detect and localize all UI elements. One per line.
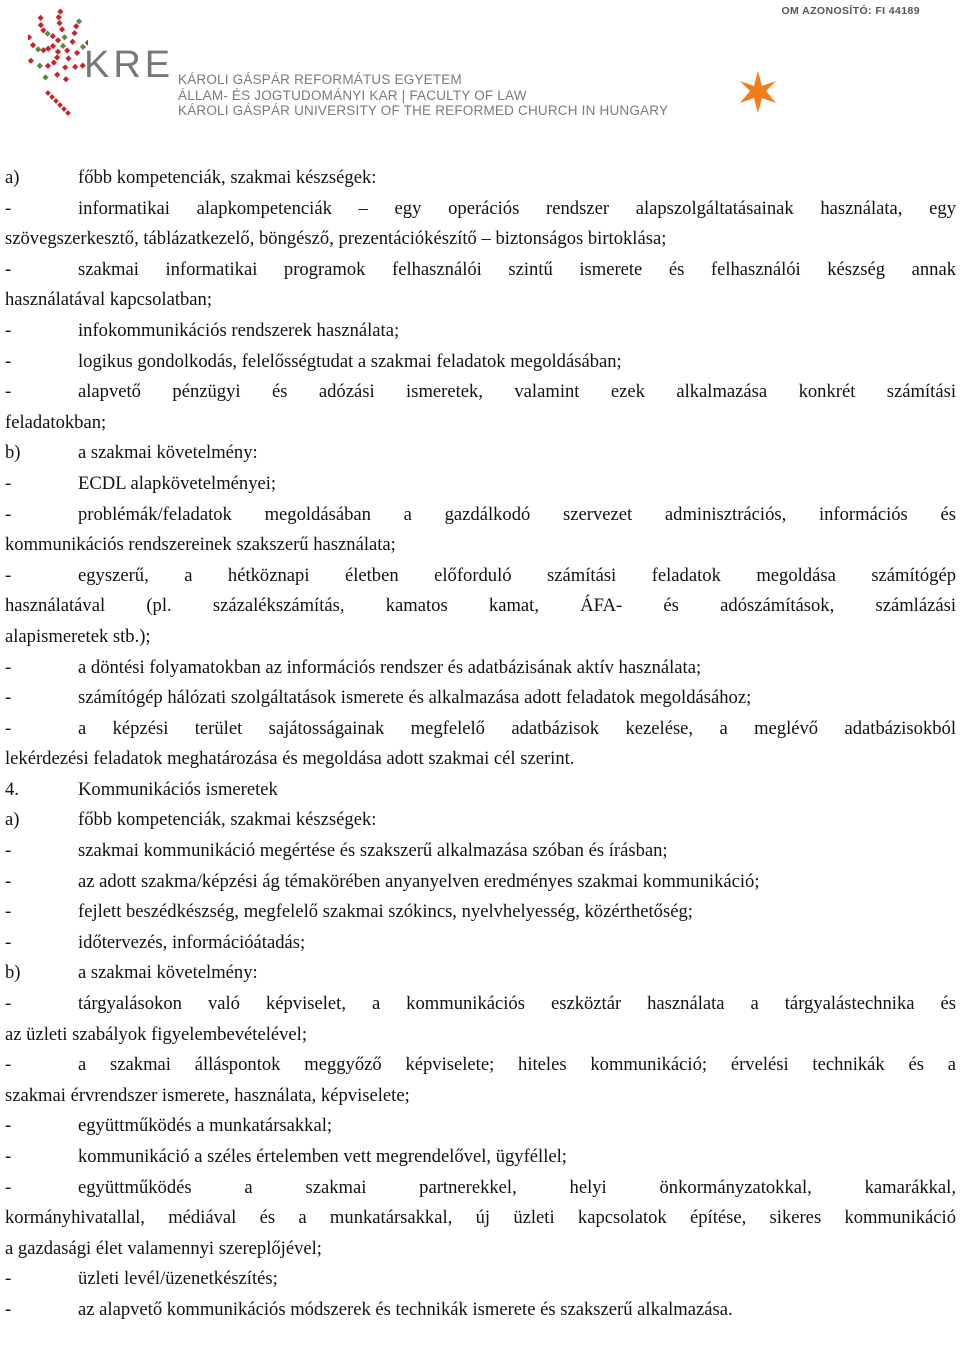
line-text: az alapvető kommunikációs módszerek és technikák ismerete és szakszerű alkalmazása. xyxy=(78,1298,733,1320)
text-line xyxy=(5,622,956,653)
list-marker: - xyxy=(5,870,12,892)
text-line xyxy=(5,500,956,531)
list-marker: b) xyxy=(5,962,21,984)
line-text: az üzleti szabályok figyelembevételével; xyxy=(5,1023,308,1045)
line-text: fejlett beszédkészség, megfelelő szakmai szókincs, nyelvhelyesség, közérthetőség; xyxy=(78,901,693,923)
line-text: szakmai kommunikáció megértése és szakszerű alkalmazása szóban és írásban; xyxy=(78,840,668,862)
list-marker: - xyxy=(5,1298,12,1320)
line-text: együttműködés a munkatársakkal; xyxy=(78,1115,333,1137)
list-marker: - xyxy=(5,1268,12,1290)
list-marker: - xyxy=(5,1146,12,1167)
text-line xyxy=(5,928,956,959)
line-text: a gazdasági élet valamennyi szereplőjével; xyxy=(5,1237,322,1259)
text-line xyxy=(5,285,956,316)
line-text: kommunikációs rendszereinek szakszerű használata; xyxy=(5,534,396,556)
text-line xyxy=(5,836,956,867)
list-marker: - xyxy=(5,656,12,678)
list-marker: - xyxy=(5,931,12,953)
text-line xyxy=(5,530,956,561)
institution-line: ÁLLAM- ÉS JOGTUDOMÁNYI KAR | FACULTY OF LAW xyxy=(178,87,527,103)
line-text: üzleti levél/üzenetkészítés; xyxy=(78,1268,278,1290)
list-marker: a) xyxy=(5,809,20,831)
list-marker: b) xyxy=(5,442,21,464)
line-text: alapvető pénzügyi és adózási ismeretek, valamint ezek alkalmazása konkrét számítási xyxy=(78,381,956,403)
line-text: főbb kompetenciák, szakmai készségek: xyxy=(78,167,377,188)
list-marker: - xyxy=(5,503,12,525)
text-line xyxy=(5,1264,956,1295)
text-line xyxy=(5,958,956,989)
institution-name xyxy=(178,72,668,119)
line-text: időtervezés, információátadás; xyxy=(78,931,306,953)
text-line xyxy=(5,1234,956,1265)
list-marker: - xyxy=(5,381,12,403)
list-marker: a) xyxy=(5,167,20,188)
text-line xyxy=(5,1203,956,1234)
text-line xyxy=(5,714,956,745)
line-text: együttműködés a szakmai partnerekkel, helyi önkormányzatokkal, kamarákkal, xyxy=(78,1176,956,1198)
line-text: logikus gondolkodás, felelősségtudat a szakmai feladatok megoldásában; xyxy=(78,350,622,372)
om-id-label: OM AZONOSÍTÓ: FI 44189 xyxy=(781,5,920,17)
line-text: Kommunikációs ismeretek xyxy=(78,778,278,800)
text-line xyxy=(5,1020,956,1051)
line-text: a szakmai álláspontok meggyőző képviselete; hiteles kommunikáció; érvelési technikák és a xyxy=(78,1054,956,1076)
kre-logo-text: KRE xyxy=(84,44,175,86)
text-line xyxy=(5,163,956,194)
line-text: az adott szakma/képzési ág témakörében anyanyelven eredményes szakmai kommunikáció; xyxy=(78,870,760,892)
line-text: szakmai informatikai programok felhasználói szintű ismerete és felhasználói készség annak xyxy=(78,258,956,280)
list-marker: - xyxy=(5,1176,12,1198)
institution-line: KÁROLI GÁSPÁR UNIVERSITY OF THE REFORMED CHURCH IN HUNGARY xyxy=(178,103,669,118)
text-line xyxy=(5,653,956,684)
text-line xyxy=(5,897,956,928)
page-header xyxy=(0,0,960,130)
text-line xyxy=(5,775,956,806)
line-text: ECDL alapkövetelményei; xyxy=(78,472,277,494)
line-text: lekérdezési feladatok meghatározása és megoldása adott szakmai cél szerint. xyxy=(5,748,575,770)
kre-logo-star-icon xyxy=(28,6,88,121)
line-text: számítógép hálózati szolgáltatások ismerete és alkalmazása adott feladatok megoldásához; xyxy=(78,687,752,709)
line-text: használatával kapcsolatban; xyxy=(5,289,213,311)
text-line xyxy=(5,194,956,225)
line-text: informatikai alapkompetenciák – egy operációs rendszer alapszolgáltatásainak használata, egy xyxy=(78,197,956,219)
list-marker: - xyxy=(5,901,12,923)
line-text: használatával (pl. százalékszámítás, kamatos kamat, ÁFA- és adószámítások, számlázási xyxy=(5,595,956,617)
text-line xyxy=(5,1050,956,1081)
line-text: a képzési terület sajátosságainak megfelelő adatbázisok kezelése, a meglévő adatbázisokból xyxy=(78,717,956,739)
line-text: tárgyalásokon való képviselet, a kommunikációs eszköztár használata a tárgyalástechnika és xyxy=(78,993,956,1015)
list-marker: - xyxy=(5,197,12,219)
line-text: a döntési folyamatokban az információs rendszer és adatbázisának aktív használata; xyxy=(78,656,702,678)
line-text: a szakmai követelmény: xyxy=(78,962,258,984)
list-marker: - xyxy=(5,993,12,1015)
text-line xyxy=(5,867,956,898)
text-line xyxy=(5,469,956,500)
line-text: szakmai érvrendszer ismerete, használata, képviselete; xyxy=(5,1084,410,1106)
text-line xyxy=(5,438,956,469)
line-text: szövegszerkesztő, táblázatkezelő, böngésző, prezentációkészítő – biztonságos birtoklása; xyxy=(5,228,667,250)
text-line xyxy=(5,316,956,347)
text-line xyxy=(5,989,956,1020)
institution-line: KÁROLI GÁSPÁR REFORMÁTUS EGYETEM xyxy=(178,72,462,87)
list-marker: - xyxy=(5,319,12,341)
text-line xyxy=(5,255,956,286)
list-marker: - xyxy=(5,1054,12,1076)
text-line xyxy=(5,1295,956,1326)
line-text: főbb kompetenciák, szakmai készségek: xyxy=(78,809,377,831)
text-line xyxy=(5,683,956,714)
list-marker: - xyxy=(5,472,12,494)
line-text: feladatokban; xyxy=(5,411,107,433)
text-line xyxy=(5,744,956,775)
list-marker: 4. xyxy=(5,778,19,800)
text-line xyxy=(5,1173,956,1204)
text-line xyxy=(5,347,956,378)
line-text: kormányhivatallal, médiával és a munkatársakkal, új üzleti kapcsolatok építése, sikeres kommunikáció xyxy=(5,1207,956,1229)
text-line xyxy=(5,1142,956,1173)
line-text: a szakmai követelmény: xyxy=(78,442,258,464)
orange-star-icon xyxy=(736,70,780,114)
text-line xyxy=(5,377,956,408)
list-marker: - xyxy=(5,687,12,709)
text-line xyxy=(5,408,956,439)
list-marker: - xyxy=(5,717,12,739)
text-line xyxy=(5,805,956,836)
list-marker: - xyxy=(5,1115,12,1137)
text-line xyxy=(5,1111,956,1142)
line-text: alapismeretek stb.); xyxy=(5,625,151,647)
list-marker: - xyxy=(5,258,12,280)
line-text: egyszerű, a hétköznapi életben előforduló számítási feladatok megoldása számítógép xyxy=(78,564,956,586)
list-marker: - xyxy=(5,840,12,862)
line-text: problémák/feladatok megoldásában a gazdálkodó szervezet adminisztrációs, információs és xyxy=(78,503,956,525)
text-line xyxy=(5,224,956,255)
document-body xyxy=(5,163,956,1326)
line-text: infokommunikációs rendszerek használata; xyxy=(78,319,400,341)
text-line xyxy=(5,561,956,592)
line-text: kommunikáció a széles értelemben vett megrendelővel, ügyféllel; xyxy=(78,1146,567,1167)
list-marker: - xyxy=(5,350,12,372)
list-marker: - xyxy=(5,564,12,586)
text-line xyxy=(5,591,956,622)
text-line xyxy=(5,1081,956,1112)
